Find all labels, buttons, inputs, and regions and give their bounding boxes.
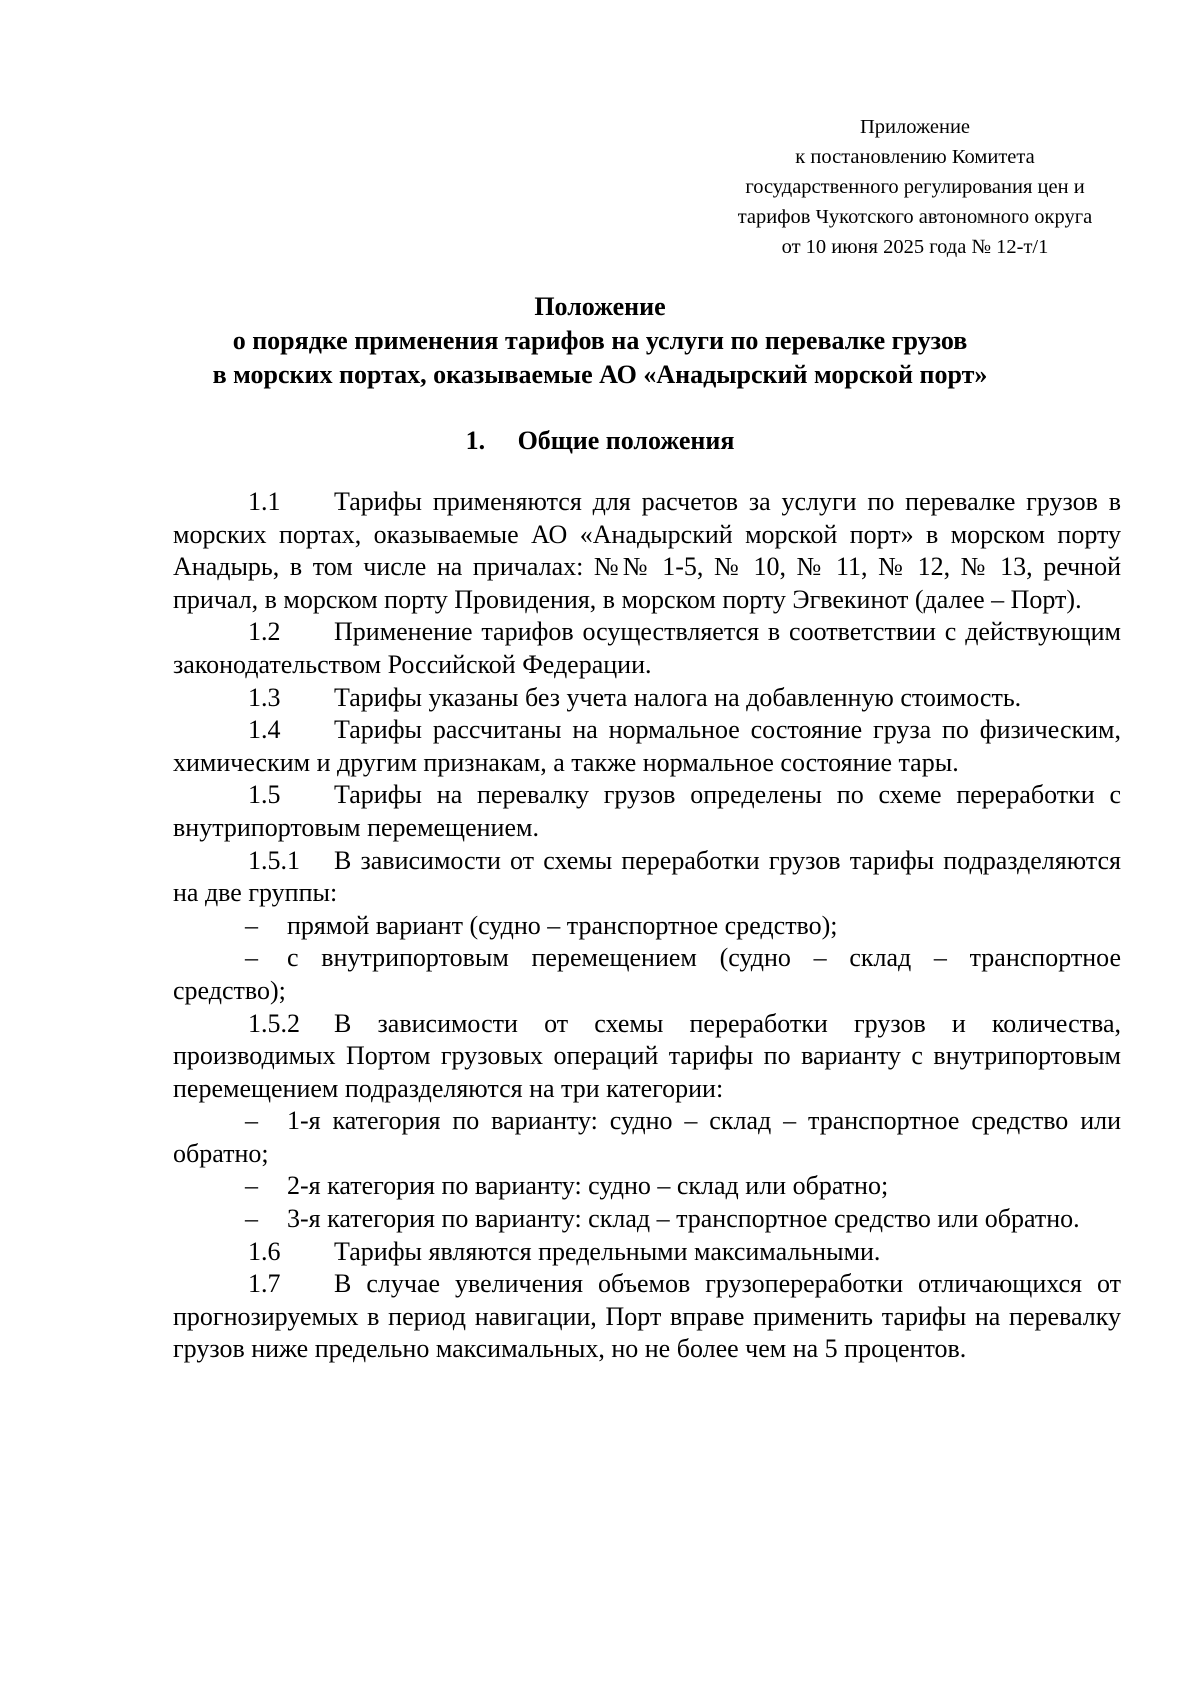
paragraph-1-3 bbox=[173, 682, 1121, 715]
paragraph-1-5-2 bbox=[173, 1008, 1121, 1106]
list-item bbox=[173, 910, 1121, 943]
paragraph-text: Тарифы на перевалку грузов определены по схеме переработки с внутрипортовым перемещением. bbox=[173, 780, 1121, 842]
paragraph-number: 1.4 bbox=[248, 715, 281, 745]
paragraph-text: Применение тарифов осуществляется в соответствии с действующим законодательством Российской Федерации. bbox=[173, 617, 1121, 679]
paragraph-text: Тарифы применяются для расчетов за услуги по перевалке грузов в морских портах, оказываемые АО «Анадырский морской порт» в морском порту Анадырь, в том числе на причалах: №№ 1-5, № 10, № 11, № 12, № 13, речной причал, в морском порту Провидения, в морском порту Эгвекинот (далее – Порт). bbox=[173, 487, 1121, 614]
document-body bbox=[173, 486, 1121, 1366]
appendix-line: к постановлению Комитета bbox=[795, 146, 1035, 168]
appendix-block bbox=[700, 112, 1130, 262]
paragraph-number: 1.7 bbox=[248, 1269, 281, 1299]
section-title: Общие положения bbox=[517, 426, 735, 455]
paragraph-number: 1.5.2 bbox=[248, 1008, 300, 1038]
paragraph-1-6 bbox=[173, 1236, 1121, 1269]
paragraph-number: 1.5 bbox=[248, 780, 281, 810]
paragraph-1-2 bbox=[173, 616, 1121, 681]
list-item bbox=[173, 1170, 1121, 1203]
paragraph-number: 1.6 bbox=[248, 1236, 281, 1266]
dash-bullet: – bbox=[245, 910, 258, 940]
section-number: 1. bbox=[465, 426, 486, 455]
paragraph-1-1 bbox=[173, 486, 1121, 616]
list-item bbox=[173, 1203, 1121, 1236]
paragraph-number: 1.1 bbox=[248, 487, 281, 516]
paragraph-1-5 bbox=[173, 779, 1121, 844]
appendix-line: тарифов Чукотского автономного округа bbox=[737, 206, 1093, 228]
paragraph-text: В зависимости от схемы переработки грузов тарифы подразделяются на две группы: bbox=[173, 845, 1121, 908]
paragraph-text: В зависимости от схемы переработки грузов и количества, производимых Портом грузовых операций тарифы по варианту с внутрипортовым перемещением подразделяются на три категории: bbox=[173, 1008, 1121, 1103]
title-line: Положение bbox=[534, 292, 666, 321]
list-item-text: с внутрипортовым перемещением (судно – склад – транспортное средство); bbox=[173, 943, 1121, 1005]
paragraph-text: Тарифы являются предельными максимальными. bbox=[334, 1236, 881, 1266]
paragraph-number: 1.3 bbox=[248, 682, 281, 712]
paragraph-text: В случае увеличения объемов грузопереработки отличающихся от прогнозируемых в период навигации, Порт вправе применить тарифы на перевалку грузов ниже предельно максимальных, но не более чем на 5 процентов. bbox=[173, 1269, 1121, 1364]
title-line: в морских портах, оказываемые АО «Анадырский морской порт» bbox=[212, 360, 988, 389]
appendix-line: государственного регулирования цен и bbox=[745, 176, 1085, 198]
appendix-line: Приложение bbox=[859, 116, 971, 138]
list-item bbox=[173, 1105, 1121, 1170]
paragraph-number: 1.2 bbox=[248, 617, 281, 647]
list-item-text: 1-я категория по варианту: судно – склад – транспортное средство или обратно; bbox=[173, 1106, 1121, 1168]
dash-bullet: – bbox=[245, 1204, 258, 1234]
dash-bullet: – bbox=[245, 1106, 258, 1136]
list-item bbox=[173, 942, 1121, 1007]
section-heading bbox=[0, 424, 1200, 458]
dash-bullet: – bbox=[245, 943, 258, 973]
paragraph-text: Тарифы указаны без учета налога на добавленную стоимость. bbox=[334, 682, 1022, 712]
title-line: о порядке применения тарифов на услуги по перевалке грузов bbox=[232, 326, 968, 355]
dash-bullet: – bbox=[245, 1171, 258, 1201]
paragraph-1-7 bbox=[173, 1268, 1121, 1366]
paragraph-1-5-1 bbox=[173, 845, 1121, 910]
list-item-text: 3-я категория по варианту: склад – транспортное средство или обратно. bbox=[287, 1204, 1080, 1234]
paragraph-text: Тарифы рассчитаны на нормальное состояние груза по физическим, химическим и другим признакам, а также нормальное состояние тары. bbox=[173, 715, 1121, 777]
paragraph-number: 1.5.1 bbox=[248, 845, 300, 875]
list-item-text: прямой вариант (судно – транспортное средство); bbox=[287, 910, 838, 940]
appendix-line: от 10 июня 2025 года № 12-т/1 bbox=[781, 236, 1049, 258]
paragraph-1-4 bbox=[173, 714, 1121, 779]
list-item-text: 2-я категория по варианту: судно – склад или обратно; bbox=[287, 1171, 889, 1201]
document-title bbox=[0, 290, 1200, 392]
